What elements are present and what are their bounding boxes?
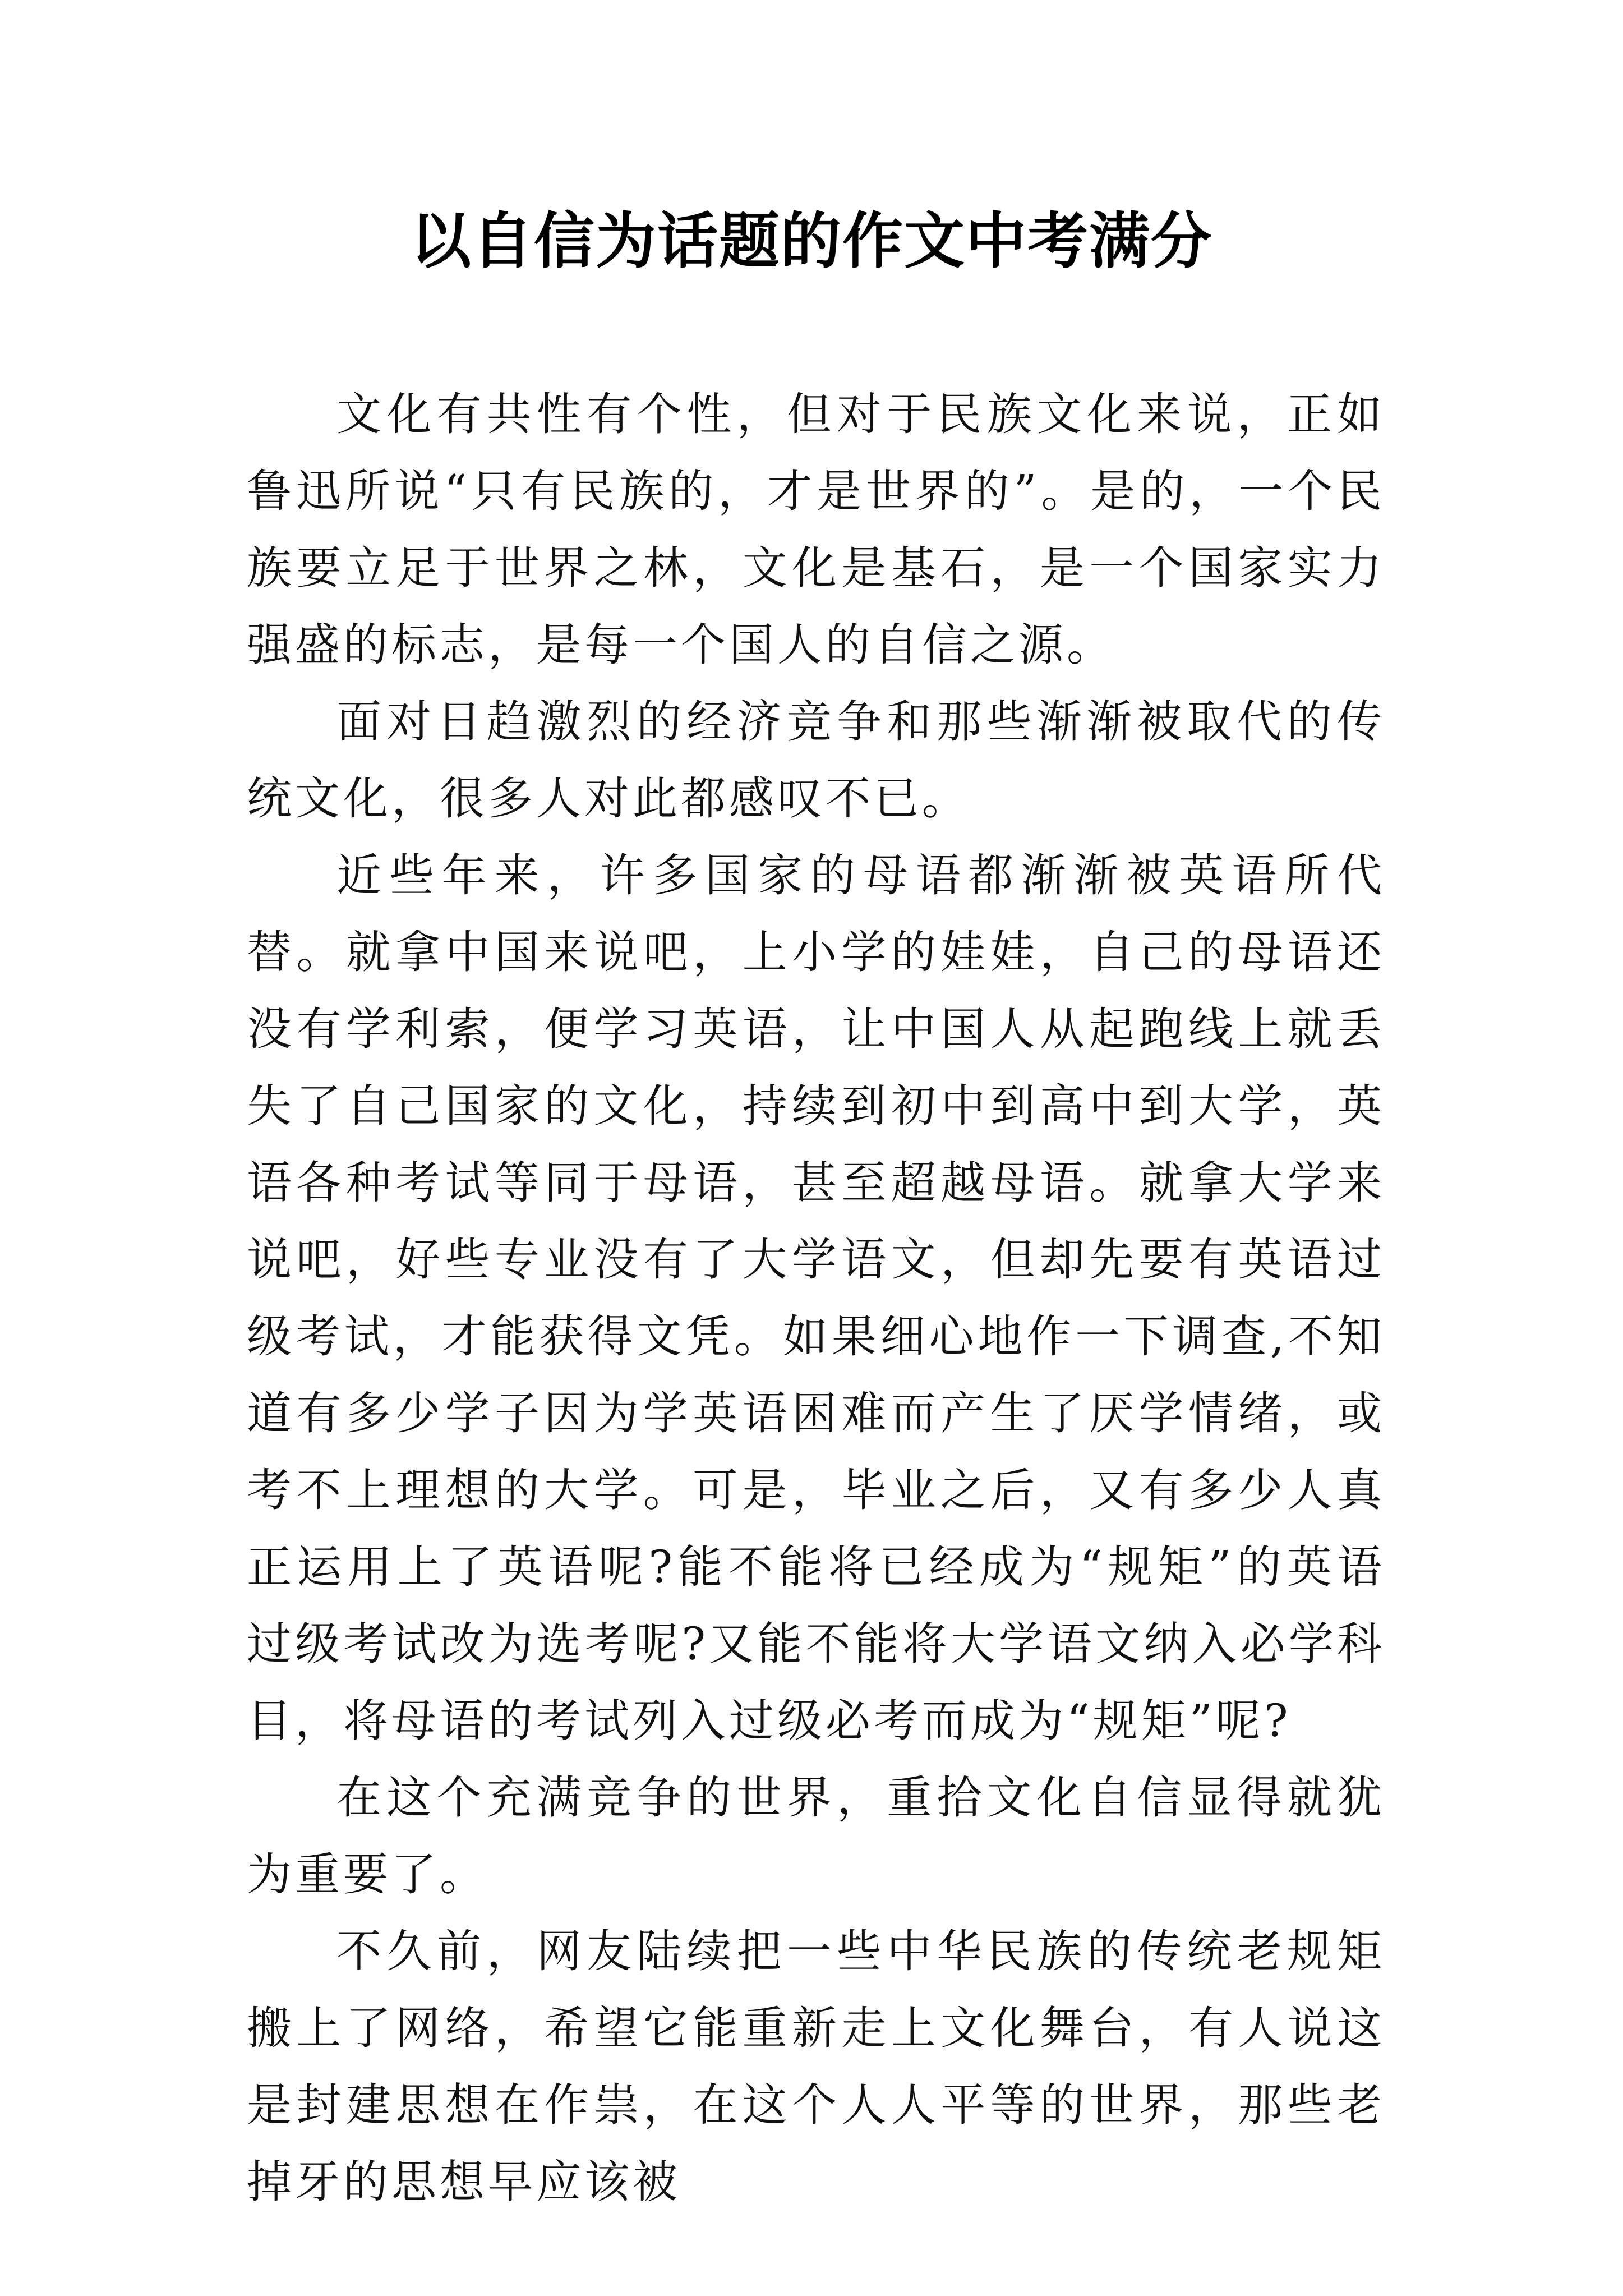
paragraph-4: 在这个充满竞争的世界，重拾文化自信显得就犹为重要了。 bbox=[247, 1772, 1385, 1901]
document-title: 以自信为话题的作文中考满分 bbox=[410, 206, 1212, 277]
paragraph-2: 面对日趋激烈的经济竞争和那些渐渐被取代的传统文化，很多人对此都感叹不已。 bbox=[247, 696, 1385, 825]
paragraph-5: 不久前，网友陆续把一些中华民族的传统老规矩搬上了网络，希望它能重新走上文化舞台，有人说这是封建思想在作祟，在这个人人平等的世界，那些老掉牙的思想早应该被 bbox=[247, 1925, 1385, 2208]
paragraph-1: 文化有共性有个性，但对于民族文化来说，正如鲁迅所说“只有民族的，才是世界的”。是的，一个民族要立足于世界之林，文化是基石，是一个国家实力强盛的标志，是每一个国人的自信之源。 bbox=[247, 388, 1385, 671]
paragraph-3: 近些年来，许多国家的母语都渐渐被英语所代替。就拿中国来说吧，上小学的娃娃，自己的母语还没有学利索，便学习英语，让中国人从起跑线上就丢失了自己国家的文化，持续到初中到高中到大学，英语各种考试等同于母语，甚至超越母语。就拿大学来说吧，好些专业没有了大学语文，但却先要有英语过级考试，才能获得文凭。如果细心地作一下调查,不知道有多少学子因为学英语困难而产生了厌学情绪，或考不上理想的大学。可是，毕业之后，又有多少人真正运用上了英语呢?能不能将已经成为“规矩”的英语过级考试改为选考呢?又能不能将大学语文纳入必学科目，将母语的考试列入过级必考而成为“规矩”呢? bbox=[247, 849, 1385, 1747]
document-body bbox=[247, 376, 1385, 2220]
